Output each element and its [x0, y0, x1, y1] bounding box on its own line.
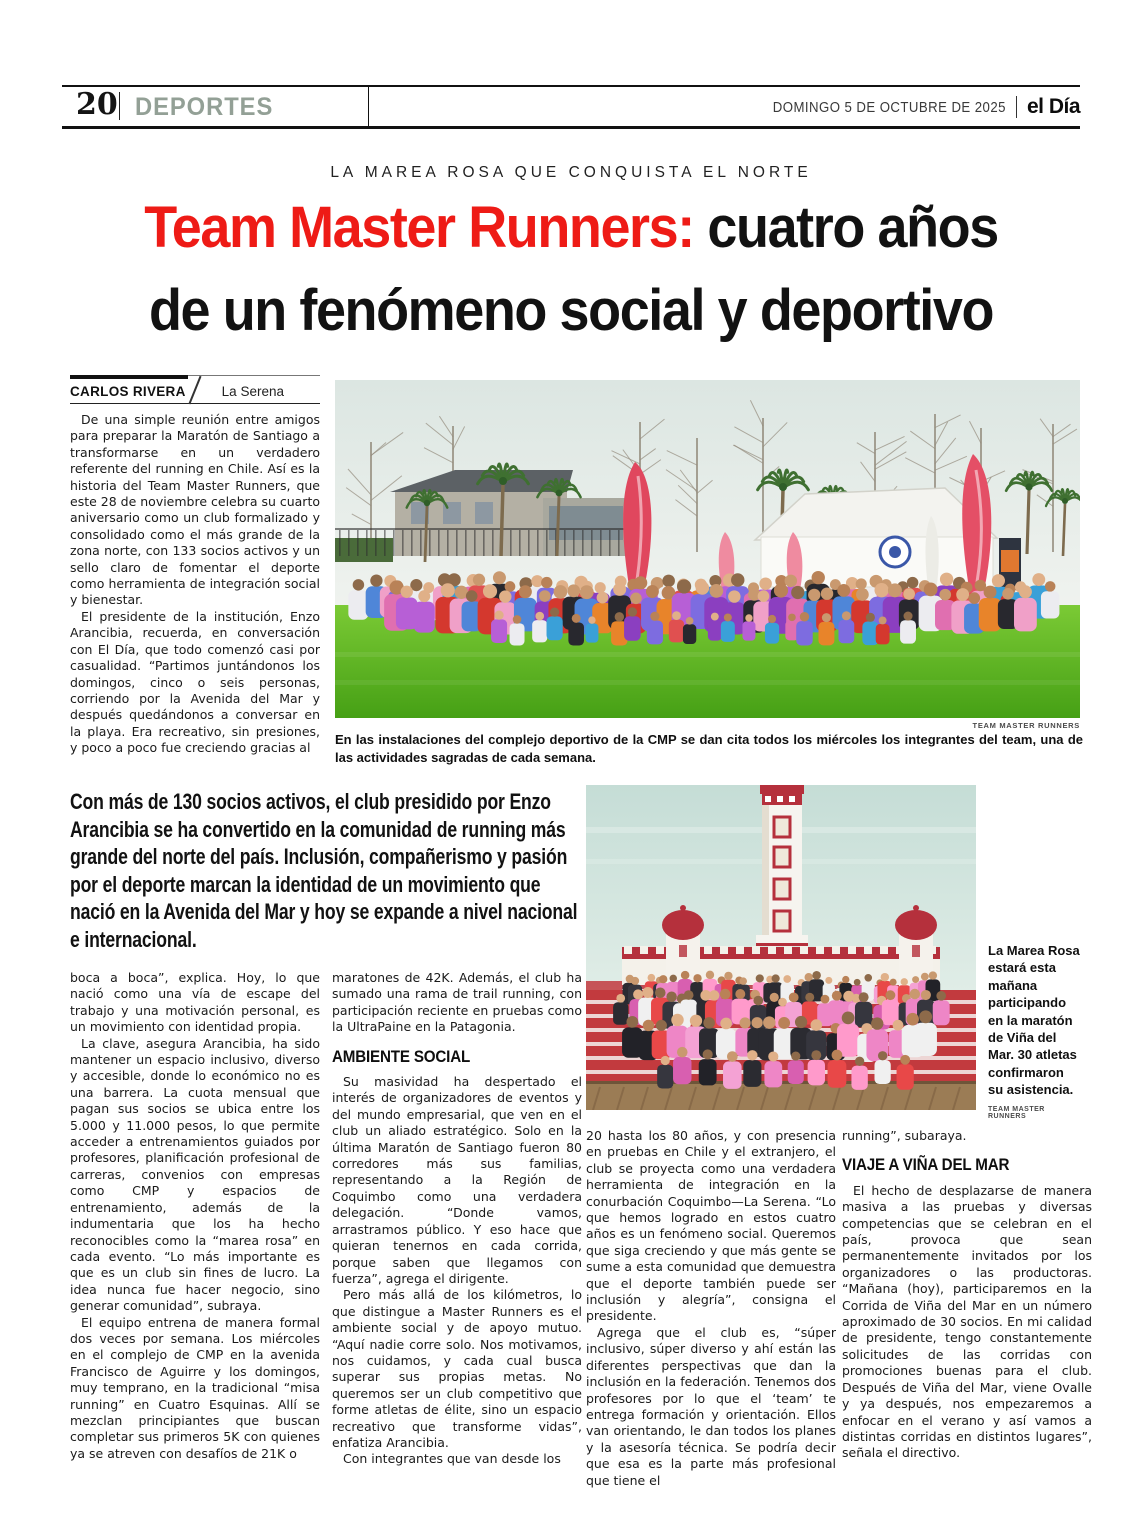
headline-red-part: Team Master Runners:: [144, 195, 694, 260]
header-bottom-rule: [62, 126, 1080, 129]
header-separator: [119, 92, 120, 120]
byline: [70, 375, 320, 404]
deck-text: Con más de 130 socios activos, el club presidido por Enzo Arancibia se ha convertido en la comunidad de running más grande del norte del país. Inclusión, compañerismo y pasión por el deporte marcan la identidad de un movimiento que nació en la Avenida del Mar y hoy se expande a nivel nacional e internacional.: [70, 789, 578, 952]
subhead-viaje-vina: VIAJE A VIÑA DEL MAR: [842, 1156, 1010, 1175]
page-number: 20: [76, 87, 118, 122]
photo1-credit: TEAM MASTER RUNNERS: [972, 721, 1080, 730]
team-group-photo-illustration: [335, 380, 1080, 718]
edition-date: DOMINGO 5 DE OCTUBRE DE 2025: [772, 98, 1006, 116]
kicker: LA MAREA ROSA QUE CONQUISTA EL NORTE: [330, 164, 812, 181]
paragraph: Pero más allá de los kilómetros, lo que distingue a Master Runners es el ambiente social y de apoyo mutuo. “Aquí nadie corre solo. Nos motivamos, nos cuidamos, y cada cual busca superar sus propias metas. No queremos ser un club competitivo que forme atletas de élite, sino un espacio recreativo que transforme vidas”, enfatiza Arancibia.: [332, 1287, 582, 1450]
paragraph: Su masividad ha despertado el interés de organizadores de eventos y del mundo empresarial, que ven en el club un aliado estratégico. Solo en la última Maratón de Santiago fueron 80 corredores más sus familias, representando a la Región de Coquimbo como una verdadera delegación. “Donde vamos, arrastramos público. Y eso hace que quieran tenernos en cada corrida, porque saben que llegamos con fuerza”, agrega el dirigente.: [332, 1074, 582, 1286]
column-2: [332, 970, 582, 1485]
paragraph: El presidente de la institución, Enzo Arancibia, recuerda, en conversación con El Día, que todo comenzó casi por casualidad. “Partimos juntándonos los domingos, cinco o seis personas, corriendo por la Avenida del Mar y después quedándonos a conversar en la playa. Era recreativo, sin presiones, y poco a poco fue creciendo gracias al: [70, 608, 320, 756]
paragraph: La clave, asegura Arancibia, ha sido mantener un espacio inclusivo, diverso y accesible, donde lo económico no es una barrera. La cuota mensual que pagan sus socios se ubica entre los 5.000 y 11.000 pesos, lo que permite acceder a entrenamientos guiados por profesores, planificación profesional de carreras, convenios con empresas como CMP y espacios de entrenamiento, además de la indumentaria que los ha hecho reconocibles como la “marea rosa” en cada evento. “Lo más importante es que es un club sin fines de lucro. La idea nunca fue hacer negocio, sino generar comunidad”, subraya.: [70, 1035, 320, 1314]
paragraph: running”, subaraya.: [842, 1128, 967, 1143]
paragraph: boca a boca”, explica. Hoy, lo que nació como una vía de escape del trabajo y una motivación personal, es un movimiento con identidad propia.: [70, 970, 320, 1035]
header-column-divider: [368, 86, 369, 127]
photo2-side-caption: [988, 942, 1082, 1120]
section-title: DEPORTES: [135, 93, 274, 121]
column-3: [586, 1128, 836, 1488]
photo1-caption: En las instalaciones del complejo deportivo de la CMP se dan cita todos los miércoles los integrantes del team, una de las actividades sagradas de cada semana.: [335, 732, 1083, 765]
paragraph: maratones de 42K. Además, el club ha sumado una rama de trail running, con participación reciente en pruebas como la UltraPaine en la Patagonia.: [332, 970, 582, 1035]
paragraph: Agrega que el club es, “súper inclusivo, súper diverso y ahí están las diferentes perspectivas que dan la inclusión en la federación. Tenemos dos profesores por lo que el ‘team’ te entrega formación y orientación. Ellos van orientando, le dan todos los planes y la asesoría técnica. Se podría decir que esa es la parte más profesional que tiene el: [586, 1324, 836, 1488]
photo-lighthouse: [586, 785, 976, 1110]
lighthouse-tower: [756, 785, 808, 946]
lighthouse-group-photo-illustration: [586, 785, 976, 1110]
paragraph: De una simple reunión entre amigos para preparar la Maratón de Santiago a transformarse en un verdadero referente del running en Chile. Así es la historia del Team Master Runners, que este 28 de noviembre celebra su cuarto aniversario como un club formalizado y consolidado como el más grande de la zona norte, con 133 socios activos y un sello claro de fomentar el deporte como herramienta de integración social y bienestar.: [70, 412, 320, 608]
paragraph: Con integrantes que van desde los: [343, 1451, 561, 1467]
column-1: [70, 970, 320, 1485]
photo2-caption-text: La Marea Rosa estará esta mañana participando en la maratón de Viña del Mar. 30 atletas confirmaron su asistencia.: [988, 943, 1080, 1098]
headline-black-part: cuatro años: [693, 195, 998, 260]
header-right: [741, 94, 1080, 120]
lead-column: [70, 412, 320, 772]
paragraph: El hecho de desplazarse de manera masiva a las pruebas y diversas competencias que se celebran en el país, provoca que sean permanentemente invitados por los organizadores o las productoras. “Mañana (hoy), participaremos en la Corrida de Viña del Mar en un número aproximado de 30 socios. En mi calidad de presidente, tengo constantemente solicitudes de las corridas con promociones buenas para el club. Después de Viña del Mar, viene Ovalle y ya después, nos empezaremos a enfocar en el verano y así vamos a distintas corridas en distintos lugares”, señala el directivo.: [842, 1182, 1092, 1461]
deck: [70, 788, 580, 958]
photo-team-on-grass: [335, 380, 1080, 718]
headline-line2: de un fenómeno social y deportivo: [148, 278, 994, 343]
masthead-logo: el Día: [1026, 95, 1080, 118]
column-4: [842, 1128, 1092, 1488]
byline-location: La Serena: [221, 383, 284, 399]
byline-author: CARLOS RIVERA: [70, 383, 186, 399]
headline: [98, 186, 1045, 352]
headline-line1: [144, 195, 998, 260]
byline-slash: [188, 376, 201, 404]
date-masthead-separator: [1016, 96, 1017, 118]
header-top-rule: [62, 85, 1080, 87]
paragraph: 20 hasta los 80 años, y con presencia en pruebas en Chile y el extranjero, el club se proyecta como una verdadera herramienta de integración en la conurbación Coquimbo—La Serena. “Lo que hemos logrado en estos cuatro años es un fenómeno social. Queremos que siga creciendo y que más gente se sume a esta comunidad que demuestra que el deporte también puede ser inclusión y alegría”, consigna el presidente.: [586, 1128, 836, 1324]
subhead-ambiente-social: AMBIENTE SOCIAL: [332, 1047, 471, 1066]
paragraph: El equipo entrena de manera formal dos veces por semana. Los miércoles en el complejo de CMP en la avenida Francisco de Aguirre y los domingos, muy temprano, en la tradicional “misa running” en Cuatro Esquinas. Allí se mezclan principiantes que buscan completar sus primeros 5K con quienes ya se atreven con desafíos de 21K o: [70, 1314, 320, 1461]
photo2-credit: TEAM MASTER RUNNERS: [988, 1105, 1045, 1120]
runners-crowd: [613, 971, 950, 1090]
